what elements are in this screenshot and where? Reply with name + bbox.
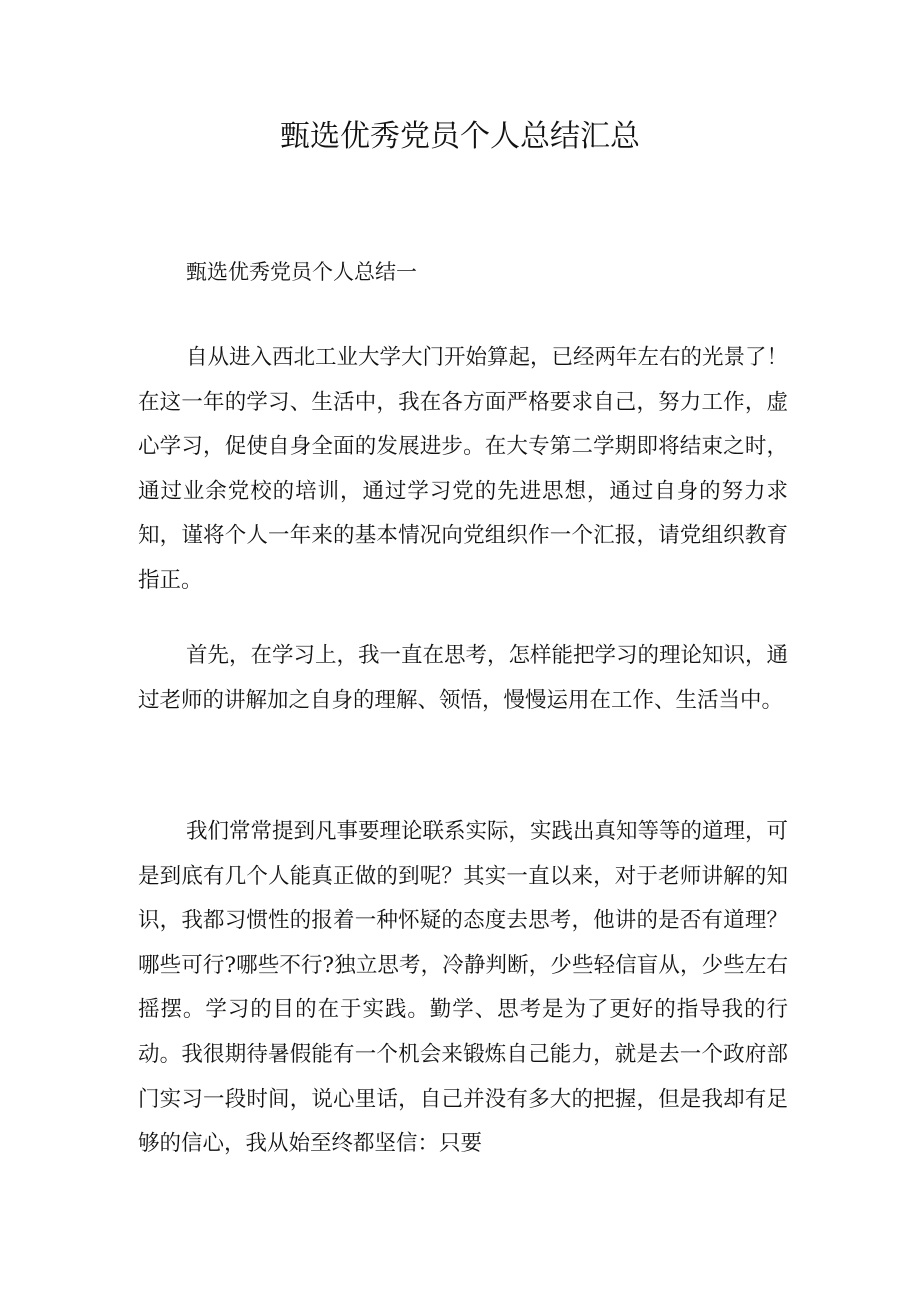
paragraph-1: 自从进入西北工业大学大门开始算起，已经两年左右的光景了！在这一年的学习、生活中，我在各方面严格要求自己，努力工作，虚心学习，促使自身全面的发展进步。在大专第二学期即将结束之时，通过业余党校的培训，通过学习党的先进思想，通过自身的努力求知，谨将个人一年来的基本情况向党组织作一个汇报，请党组织教育指正。 (138, 345, 789, 593)
section-heading: 甄选优秀党员个人总结一 (186, 260, 417, 284)
document-title: 甄选优秀党员个人总结汇总 (280, 119, 640, 154)
paragraph-3: 我们常常提到凡事要理论联系实际，实践出真知等等的道理，可是到底有几个人能真正做的到呢？其实一直以来，对于老师讲解的知识，我都习惯性的报着一种怀疑的态度去思考，他讲的是否有道理？哪些可行?哪些不行?独立思考，冷静判断，少些轻信盲从，少些左右摇摆。学习的目的在于实践。勤学、思考是为了更好的指导我的行动。我很期待暑假能有一个机会来锻炼自己能力，就是去一个政府部门实习一段时间，说心里话，自己并没有多大的把握，但是我却有足够的信心，我从始至终都坚信：只要 (138, 819, 789, 1157)
paragraph-2: 首先，在学习上，我一直在思考，怎样能把学习的理论知识，通过老师的讲解加之自身的理解、领悟，慢慢运用在工作、生活当中。 (138, 643, 789, 713)
